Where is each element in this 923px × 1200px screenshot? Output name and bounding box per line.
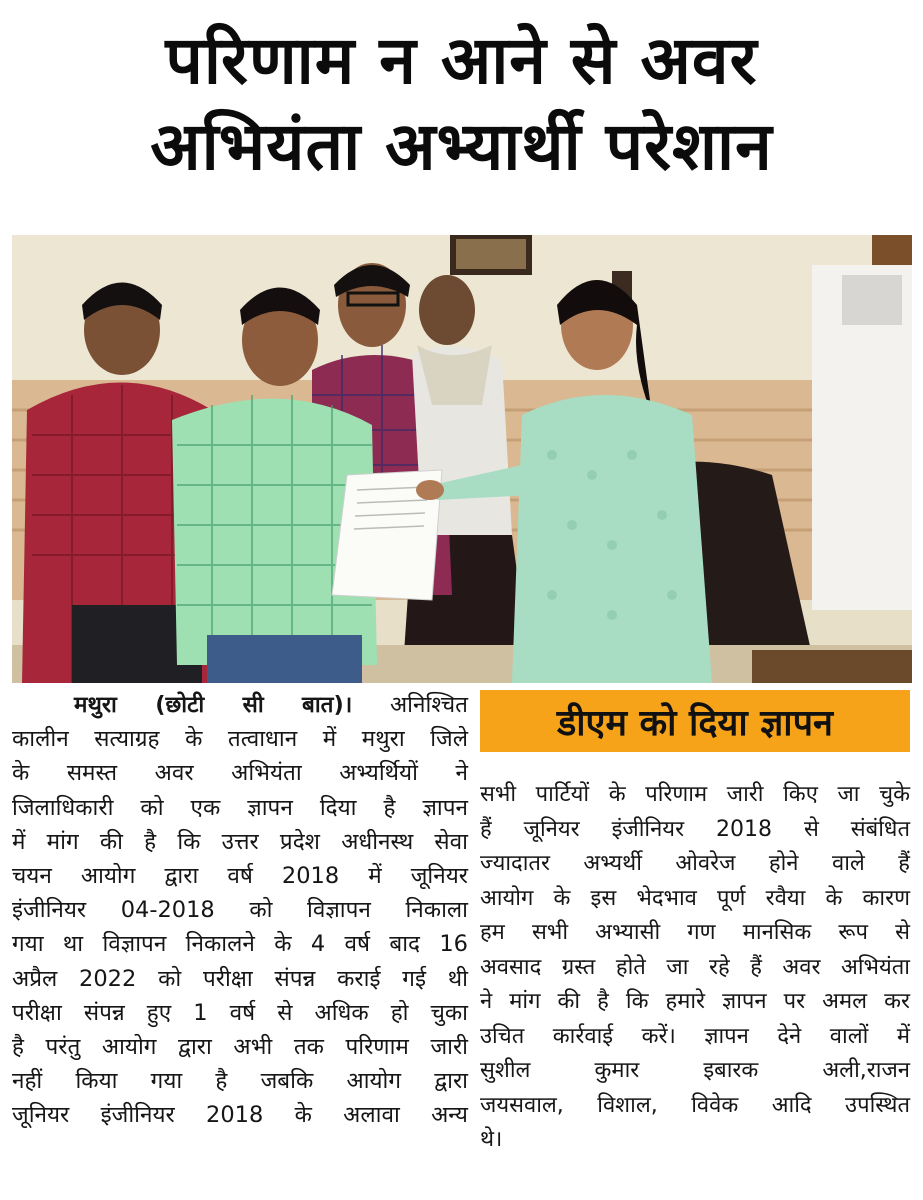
text-line: कालीन सत्याग्रह के तत्वाधान में मथुरा जिले: [12, 726, 468, 753]
text-line: में मांग की है कि उत्तर प्रदेश अधीनस्थ सेवा: [12, 828, 468, 855]
headline-line-2: अभियंता अभ्यार्थी परेशान: [150, 108, 773, 185]
text-line: नहीं किया गया है जबकि आयोग द्वारा: [12, 1068, 468, 1095]
news-photo: [12, 235, 912, 683]
headline-line-1: परिणाम न आने से अवर: [165, 22, 758, 99]
article-right-column: [480, 778, 910, 1158]
text-line: चयन आयोग द्वारा वर्ष 2018 में जूनियर: [12, 863, 468, 890]
text-line: है परंतु आयोग द्वारा अभी तक परिणाम जारी: [12, 1034, 468, 1061]
text-line: उचित कार्रवाई करें। ज्ञापन देने वालों में: [480, 1023, 910, 1049]
text-line: जिलाधिकारी को एक ज्ञापन दिया है ज्ञापन: [12, 794, 468, 821]
headline: [0, 18, 923, 190]
text-line: ने मांग की है कि हमारे ज्ञापन पर अमल कर: [480, 989, 910, 1014]
subhead: डीएम को दिया ज्ञापन: [556, 702, 834, 744]
text-line: सुशील कुमार इबारक अली,राजन: [480, 1058, 910, 1083]
text-line: के समस्त अवर अभियंता अभ्यर्थियों ने: [12, 760, 468, 787]
text-line: [12, 688, 468, 722]
text-line: हम सभी अभ्यासी गण मानसिक रूप से: [480, 920, 910, 945]
text-line: अवसाद ग्रस्त होते जा रहे हैं अवर अभियंता: [480, 954, 910, 980]
text-line: परीक्षा संपन्न हुए 1 वर्ष से अधिक हो चुका: [12, 999, 468, 1026]
text-line: सभी पार्टियों के परिणाम जारी किए जा चुके: [480, 782, 910, 807]
text-line: अप्रैल 2022 को परीक्षा संपन्न कराई गई थी: [12, 965, 468, 992]
text-line: थे।: [480, 1127, 503, 1152]
text-line: आयोग के इस भेदभाव पूर्ण रवैया के कारण: [480, 885, 910, 911]
dateline: मथुरा (छोटी सी बात)।: [74, 692, 353, 718]
photo-people-icon: [12, 235, 912, 683]
text-line: जयसवाल, विशाल, विवेक आदि उपस्थित: [480, 1092, 910, 1118]
text-line: इंजीनियर 04-2018 को विज्ञापन निकाला: [12, 897, 468, 924]
text-line: ज्यादातर अभ्यर्थी ओवरेज होने वाले हैं: [480, 851, 910, 876]
article-left-column: [12, 688, 468, 1133]
text-line: जूनियर इंजीनियर 2018 के अलावा अन्य: [12, 1102, 468, 1129]
subhead-box: [480, 690, 910, 752]
text-line-segment: अनिश्चित: [352, 692, 468, 718]
text-line: हैं जूनियर इंजीनियर 2018 से संबंधित: [480, 816, 910, 842]
text-line: गया था विज्ञापन निकालने के 4 वर्ष बाद 16: [12, 931, 468, 958]
